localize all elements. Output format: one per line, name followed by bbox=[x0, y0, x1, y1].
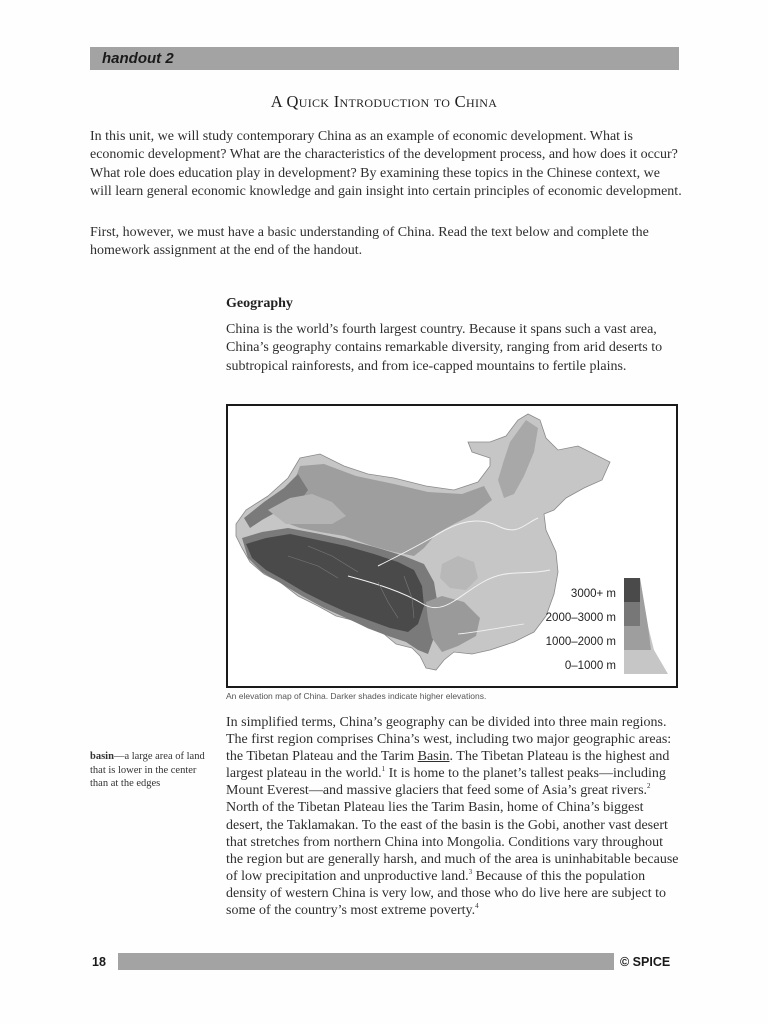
map-caption: An elevation map of China. Darker shades indicate higher elevations. bbox=[226, 691, 487, 701]
footnote-ref-2: 2 bbox=[647, 782, 651, 791]
elevation-map bbox=[226, 404, 678, 688]
glossary-definition: —a large area of land that is lower in the center than at the edges bbox=[90, 751, 205, 789]
legend-swatch-1000-2000 bbox=[624, 626, 640, 650]
intro-paragraph-1: In this unit, we will study contemporary China as an example of economic development. What is economic development? What are the characteristics of the development process, and how does it occur? What role does education play in development? By examining these topics in the Chinese context, we will learn general economic knowledge and gain insight into certain principles of economic development. bbox=[90, 129, 682, 200]
glossary-sidenote bbox=[90, 750, 205, 791]
handout-header-bar bbox=[90, 47, 679, 70]
legend-swatch-3000-plus bbox=[624, 578, 640, 602]
legend-swatch-0-1000 bbox=[624, 650, 640, 674]
copyright-notice: © SPICE bbox=[620, 955, 671, 969]
basin-term-link: Basin bbox=[417, 749, 450, 765]
regions-text-b: . The Tibetan Plateau is the highest and largest plateau in the world. bbox=[226, 749, 670, 782]
page-number: 18 bbox=[92, 955, 106, 969]
geography-heading: Geography bbox=[226, 296, 293, 311]
legend-label-2000-3000: 2000–3000 m bbox=[545, 612, 616, 624]
regions-text-d: North of the Tibetan Plateau lies the Tarim Basin, home of China’s biggest desert, the Taklamakan. To the east of the basin is the Gobi, another vast desert that stretches from northern China into Mongolia. Conditions vary throughout the region but are generally harsh, and much of the area is uninhabitable because of low precipitation and unproductive land. bbox=[226, 800, 679, 884]
geography-paragraph: China is the world’s fourth largest country. Because it spans such a vast area, China’s geography contains remarkable diversity, ranging from arid deserts to subtropical rainforests, and from ice-capped mountains to fertile plains. bbox=[226, 322, 663, 374]
page-title: A Quick Introduction to China bbox=[270, 92, 498, 111]
legend-swatch-2000-3000 bbox=[624, 602, 640, 626]
china-map-graphic bbox=[228, 406, 676, 686]
regions-text-a: In simplified terms, China’s geography can be divided into three main regions. The first region comprises China’s west, including two major geographic areas: the Tibetan Plateau and the Tarim bbox=[226, 715, 672, 765]
footnote-ref-1: 1 bbox=[381, 765, 386, 774]
legend-label-0-1000: 0–1000 m bbox=[564, 660, 616, 672]
regions-paragraph bbox=[226, 714, 682, 919]
handout-label: handout 2 bbox=[102, 50, 174, 67]
legend-elevation-profile-dark bbox=[640, 578, 651, 650]
regions-text-e: Because of this the population density of western China is very low, and those who do live here are subject to some of the country’s most extreme poverty. bbox=[226, 868, 666, 919]
intro-paragraph-2: First, however, we must have a basic understanding of China. Read the text below and complete the homework assignment at the end of the handout. bbox=[90, 225, 649, 259]
footer-bar bbox=[118, 953, 614, 970]
glossary-term: basin bbox=[90, 751, 114, 762]
footnote-ref-3: 3 bbox=[468, 867, 473, 876]
legend-label-1000-2000: 1000–2000 m bbox=[545, 636, 616, 648]
footnote-ref-4: 4 bbox=[475, 902, 479, 911]
legend-label-3000-plus: 3000+ m bbox=[570, 588, 616, 600]
regions-text-c: It is home to the planet’s tallest peaks—including Mount Everest—and massive glaciers that feed some of Asia’s great rivers. bbox=[226, 766, 666, 799]
